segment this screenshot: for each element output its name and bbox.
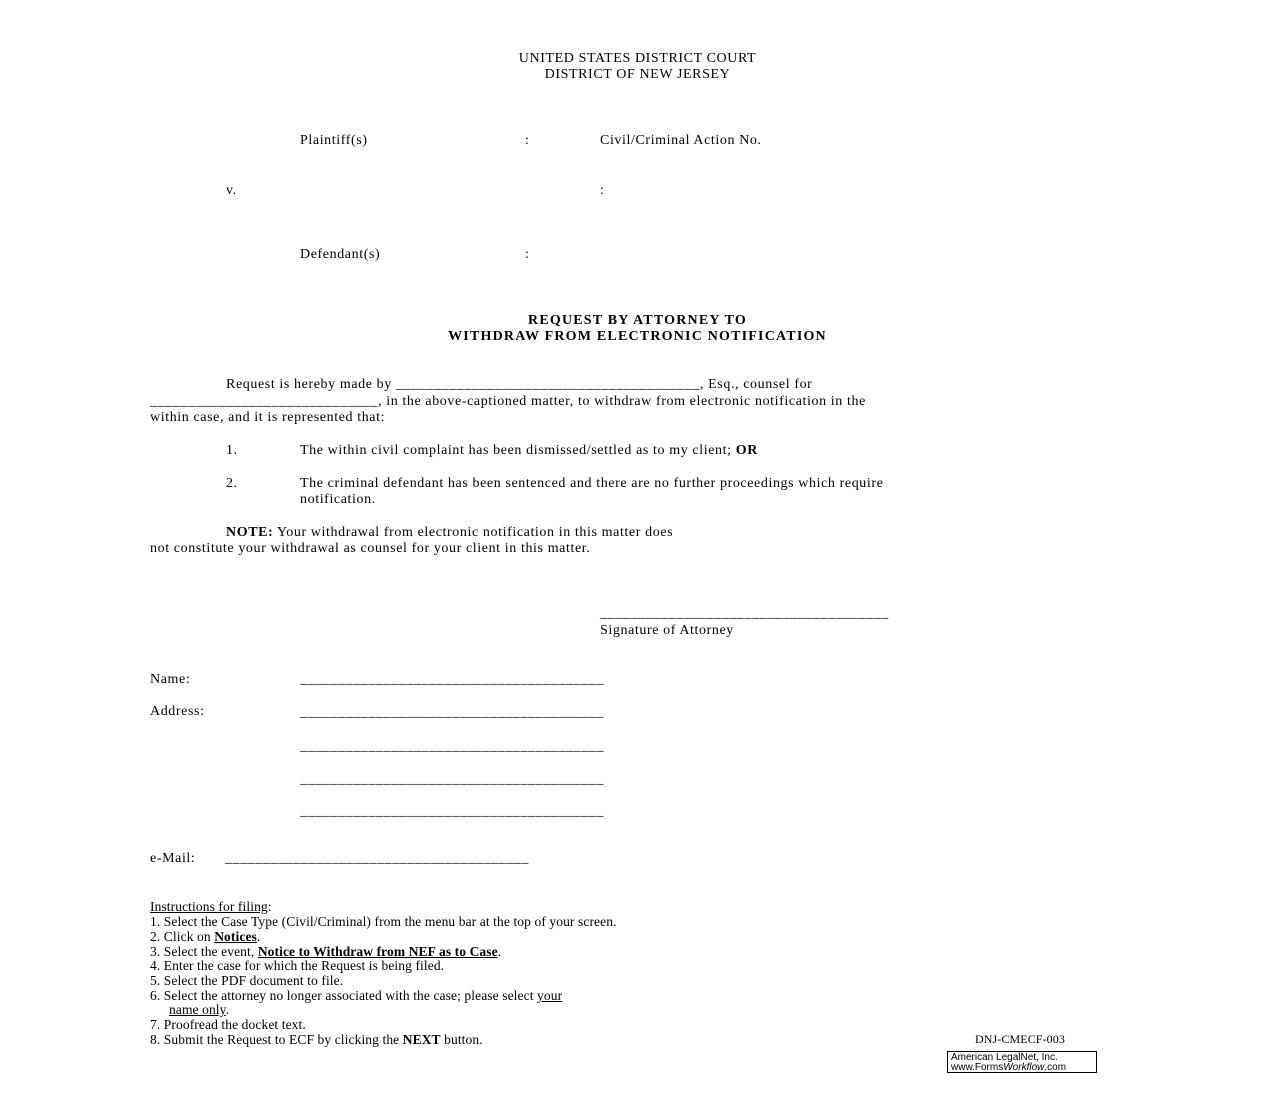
address-field-3: ________________________________________	[300, 772, 604, 787]
versus-label: v.	[226, 183, 237, 198]
address-field-4: ________________________________________	[300, 804, 604, 819]
publisher-url-a: www.Forms	[951, 1062, 1004, 1073]
publisher-url-b: Workflow	[1003, 1062, 1045, 1073]
step-3-text: 3. Select the event,	[150, 944, 258, 959]
note-line-1	[226, 525, 673, 541]
signature-line: ______________________________________	[600, 606, 889, 621]
instruction-step-3	[150, 944, 501, 959]
next-button-ref: NEXT	[402, 1032, 441, 1047]
instruction-step-7: 7. Proofread the docket text.	[150, 1017, 306, 1032]
district-name: DISTRICT OF NEW JERSEY	[544, 67, 731, 82]
item-1-statement: The within civil complaint has been dismissed/settled as to my client;	[300, 443, 732, 458]
note-label: NOTE:	[226, 525, 274, 540]
name-field: ________________________________________	[300, 672, 604, 687]
step-6-name-only: name only	[169, 1002, 226, 1017]
document-title-line1: REQUEST BY ATTORNEY TO	[528, 313, 747, 328]
event-name-ref: Notice to Withdraw from NEF as to Case	[257, 944, 498, 959]
step-6-your: your	[537, 988, 563, 1003]
email-field: ________________________________________	[225, 851, 529, 866]
step-2-period: .	[256, 929, 261, 944]
defendant-label: Defendant(s)	[300, 247, 381, 262]
note-text: Your withdrawal from electronic notification in this matter does	[276, 525, 674, 540]
publisher-name: American LegalNet, Inc.	[951, 1052, 1058, 1063]
signature-label: Signature of Attorney	[600, 623, 734, 638]
request-line-2: ______________________________, in the above-captioned matter, to withdraw from electronic notification in the	[150, 394, 866, 409]
item-2-text-a: The criminal defendant has been sentenced and there are no further proceedings which require	[300, 476, 884, 491]
email-label: e-Mail:	[150, 851, 196, 866]
instruction-step-1: 1. Select the Case Type (Civil/Criminal) from the menu bar at the top of your screen.	[150, 914, 617, 929]
caption-colon: :	[600, 183, 605, 198]
item-1-text	[300, 443, 758, 459]
item-1-number: 1.	[226, 443, 238, 458]
instruction-step-2	[150, 929, 260, 944]
instruction-step-4: 4. Enter the case for which the Request is being filed.	[150, 958, 445, 973]
instructions-heading	[150, 899, 272, 914]
note-line-2: not constitute your withdrawal as counsel for your client in this matter.	[150, 541, 591, 556]
address-field-1: ________________________________________	[300, 705, 604, 720]
form-id: DNJ-CMECF-003	[975, 1032, 1065, 1046]
publisher-url-c: .com	[1044, 1062, 1067, 1073]
caption-colon: :	[525, 133, 530, 148]
step-3-period: .	[497, 944, 502, 959]
plaintiff-label: Plaintiff(s)	[300, 133, 368, 148]
address-label: Address:	[150, 704, 205, 719]
publisher-badge	[947, 1051, 1097, 1073]
item-1-or: OR	[735, 443, 758, 458]
address-field-2: ________________________________________	[300, 739, 604, 754]
notices-menu-ref: Notices	[214, 929, 257, 944]
instructions-heading-text: Instructions for filing	[150, 899, 268, 914]
publisher-url	[951, 1063, 1096, 1073]
item-2-number: 2.	[226, 476, 238, 491]
court-name: UNITED STATES DISTRICT COURT	[518, 51, 757, 66]
name-label: Name:	[150, 672, 191, 687]
instruction-step-6	[150, 988, 562, 1003]
request-line-3: within case, and it is represented that:	[150, 410, 386, 425]
step-8-text-end: button.	[440, 1032, 483, 1047]
item-2-text-b: notification.	[300, 492, 376, 507]
step-6-period: .	[225, 1002, 230, 1017]
step-6-text: 6. Select the attorney no longer associated with the case; please select	[150, 988, 538, 1003]
instruction-step-6-cont	[169, 1002, 229, 1017]
step-8-text: 8. Submit the Request to ECF by clicking the	[150, 1032, 403, 1047]
instruction-step-5: 5. Select the PDF document to file.	[150, 973, 344, 988]
document-title-line2: WITHDRAW FROM ELECTRONIC NOTIFICATION	[448, 329, 827, 344]
request-line-1: Request is hereby made by ________________________________________, Esq., counsel for	[226, 377, 813, 392]
step-2-text: 2. Click on	[150, 929, 215, 944]
instructions-heading-colon: :	[267, 899, 272, 914]
caption-colon: :	[525, 247, 530, 262]
action-number-label: Civil/Criminal Action No.	[600, 133, 762, 148]
instruction-step-8	[150, 1032, 483, 1047]
